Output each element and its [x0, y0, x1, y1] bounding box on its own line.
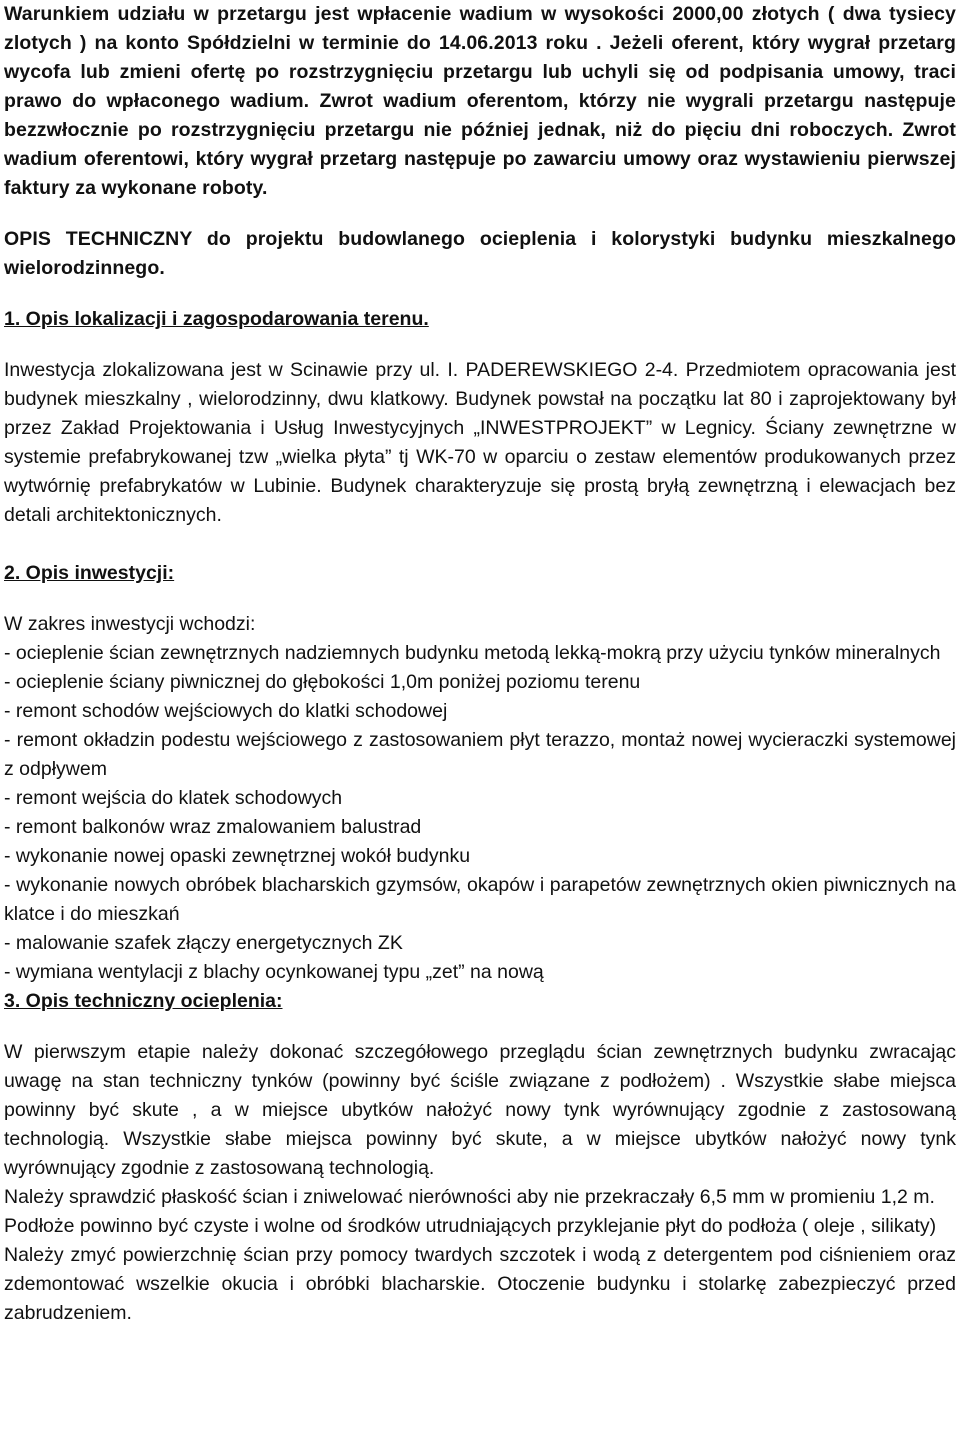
- spacer: [4, 588, 956, 610]
- spacer: [4, 530, 956, 559]
- list-item: - remont okładzin podestu wejściowego z zastosowaniem płyt terazzo, montaż nowej wycieraczki systemowej z odpływem: [4, 729, 956, 780]
- intro-paragraph: Warunkiem udziału w przetargu jest wpłacenie wadium w wysokości 2000,00 złotych ( dwa tysiecy zlotych ) na konto Spółdzielni w terminie do 14.06.2013 roku . Jeżeli oferent, który wygrał przetarg wycofa lub zmieni ofertę po rozstrzygnięciu przetargu lub uchyli się od podpisania umowy, traci prawo do wpłaconego wadium. Zwrot wadium oferentom, którzy nie wygrali przetargu następuje bezzwłocznie po rozstrzygnięciu przetargu nie później jednak, niż do pięciu dni roboczych. Zwrot wadium oferentowi, który wygrał przetarg następuje po zawarciu umowy oraz wystawieniu pierwszej faktury za wykonane roboty.: [4, 3, 956, 199]
- list-item: - malowanie szafek złączy energetycznych ZK: [4, 932, 403, 954]
- section-2-lead: W zakres inwestycji wchodzi:: [4, 613, 256, 635]
- list-item: - wymiana wentylacji z blachy ocynkowanej typu „zet” na nową: [4, 961, 544, 983]
- spacer: [4, 283, 956, 305]
- list-item: - ocieplenie ściany piwnicznej do głębokości 1,0m poniżej poziomu terenu: [4, 671, 641, 693]
- investment-scope-list: [4, 639, 956, 987]
- section-3-title: 3. Opis techniczny ocieplenia:: [4, 990, 283, 1012]
- section-3-paragraph: Należy zmyć powierzchnię ścian przy pomocy twardych szczotek i wodą z detergentem pod ciśnieniem oraz zdemontować wszelkie okucia i obróbki blacharskie. Otoczenie budynku i stolarkę zabezpieczyć przed zabrudzeniem.: [4, 1244, 956, 1324]
- section-3-paragraph: Należy sprawdzić płaskość ścian i zniwelować nierówności aby nie przekraczały 6,5 mm w promieniu 1,2 m.: [4, 1186, 935, 1208]
- spacer: [4, 203, 956, 225]
- list-item: - remont schodów wejściowych do klatki schodowej: [4, 700, 448, 722]
- section-1-paragraph: Inwestycja zlokalizowana jest w Scinawie przy ul. I. PADEREWSKIEGO 2-4. Przedmiotem opracowania jest budynek mieszkalny , wielorodzinny, dwu klatkowy. Budynek powstał na początku lat 80 i zaprojektowany był przez Zakład Projektowania i Usług Inwestycyjnych „INWESTPROJEKT” w Legnicy. Ściany zewnętrzne w systemie prefabrykowanej tzw „wielka płyta” tj WK-70 w oparciu o zestaw elementów produkowanych przez wytwórnię prefabrykatów w Lubinie. Budynek charakteryzuje się prostą bryłą zewnętrzną i elewacjach bez detali architektonicznych.: [4, 359, 956, 526]
- list-item: - remont balkonów wraz zmalowaniem balustrad: [4, 816, 422, 838]
- spacer: [4, 1016, 956, 1038]
- document-page: [4, 0, 956, 1328]
- spacer: [4, 334, 956, 356]
- list-item: - wykonanie nowych obróbek blacharskich gzymsów, okapów i parapetów zewnętrznych okien piwnicznych na klatce i do mieszkań: [4, 874, 956, 925]
- section-2-title: 2. Opis inwestycji:: [4, 562, 175, 584]
- section-3-paragraph: W pierwszym etapie należy dokonać szczegółowego przeglądu ścian zewnętrznych budynku zwracając uwagę na stan techniczny tynków (powinny być ściśle związane z podłożem) . Wszystkie słabe miejsca powinny być skute , a w miejsce ubytków nałożyć nowy tynk wyrównujący zgodnie z zastosowaną technologią. Wszystkie słabe miejsca powinny być skute, a w miejsce ubytków nałożyć nowy tynk wyrównujący zgodnie z zastosowaną technologią.: [4, 1041, 956, 1179]
- list-item: - remont wejścia do klatek schodowych: [4, 787, 343, 809]
- section-1-title: 1. Opis lokalizacji i zagospodarowania terenu.: [4, 308, 429, 330]
- list-item: - wykonanie nowej opaski zewnętrznej wokół budynku: [4, 845, 471, 867]
- technical-description-heading: OPIS TECHNICZNY do projektu budowlanego ocieplenia i kolorystyki budynku mieszkalnego wielorodzinnego.: [4, 228, 956, 279]
- section-3-paragraph: Podłoże powinno być czyste i wolne od środków utrudniających przyklejanie płyt do podłoża ( oleje , silikaty): [4, 1215, 937, 1237]
- list-item: - ocieplenie ścian zewnętrznych nadziemnych budynku metodą lekką-mokrą przy użyciu tynków mineralnych: [4, 642, 941, 664]
